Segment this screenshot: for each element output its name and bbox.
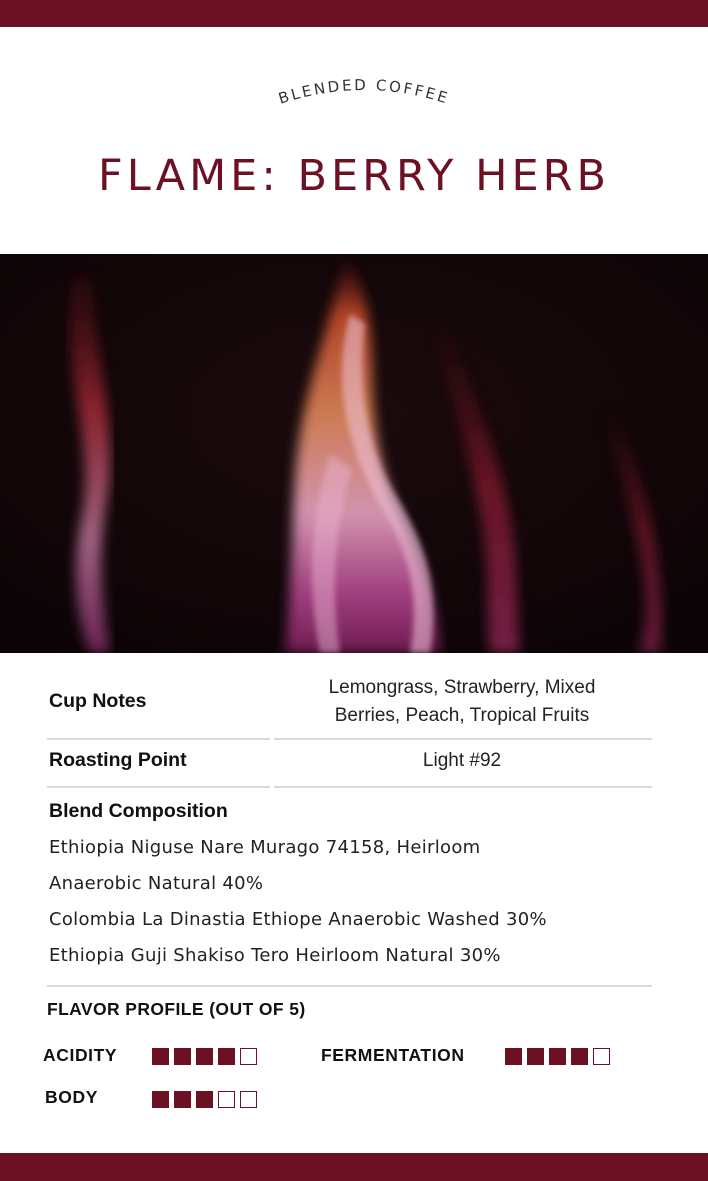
rating-square-filled xyxy=(174,1091,191,1108)
divider xyxy=(47,786,270,788)
rating-square-filled xyxy=(152,1048,169,1065)
rating-square-filled xyxy=(527,1048,544,1065)
subtitle-arc xyxy=(234,66,494,126)
rating-square-filled xyxy=(196,1091,213,1108)
divider xyxy=(47,738,270,740)
cup-notes-line-2: Berries, Peach, Tropical Fruits xyxy=(334,705,590,726)
rating-square-filled xyxy=(174,1048,191,1065)
flavor-label-body: BODY xyxy=(45,1087,98,1107)
rating-square-filled xyxy=(571,1048,588,1065)
flavor-profile-title: FLAVOR PROFILE (OUT OF 5) xyxy=(47,999,306,1019)
blend-composition-title: Blend Composition xyxy=(49,800,228,822)
blend-line: Ethiopia Guji Shakiso Tero Heirloom Natural 30% xyxy=(49,945,501,966)
roasting-point-value: Light #92 xyxy=(422,750,502,771)
rating-square-empty xyxy=(240,1091,257,1108)
top-brand-bar xyxy=(0,0,708,27)
flavor-label-fermentation: FERMENTATION xyxy=(321,1045,465,1065)
rating-square-empty xyxy=(593,1048,610,1065)
blend-line: Colombia La Dinastia Ethiope Anaerobic Washed 30% xyxy=(49,909,547,930)
fermentation-rating xyxy=(505,1048,610,1065)
cup-notes-value xyxy=(272,674,652,730)
subtitle-text: BLENDED COFFEE xyxy=(276,75,452,108)
bottom-brand-bar xyxy=(0,1153,708,1181)
rating-square-filled xyxy=(196,1048,213,1065)
page-title: FLAME: BERRY HERB xyxy=(97,151,610,201)
rating-square-filled xyxy=(152,1091,169,1108)
divider xyxy=(47,985,652,987)
flavor-label-acidity: ACIDITY xyxy=(43,1045,118,1065)
flame-hero-image xyxy=(0,254,708,653)
rating-square-empty xyxy=(218,1091,235,1108)
rating-square-filled xyxy=(218,1048,235,1065)
roasting-point-label: Roasting Point xyxy=(49,749,187,771)
cup-notes-line-1: Lemongrass, Strawberry, Mixed xyxy=(328,677,596,698)
divider xyxy=(274,786,652,788)
acidity-rating xyxy=(152,1048,257,1065)
blend-line: Anaerobic Natural 40% xyxy=(49,873,264,894)
rating-square-filled xyxy=(505,1048,522,1065)
blend-line: Ethiopia Niguse Nare Murago 74158, Heirloom xyxy=(49,837,481,858)
rating-square-filled xyxy=(549,1048,566,1065)
body-rating xyxy=(152,1091,257,1108)
cup-notes-label: Cup Notes xyxy=(49,690,147,712)
divider xyxy=(274,738,652,740)
rating-square-empty xyxy=(240,1048,257,1065)
